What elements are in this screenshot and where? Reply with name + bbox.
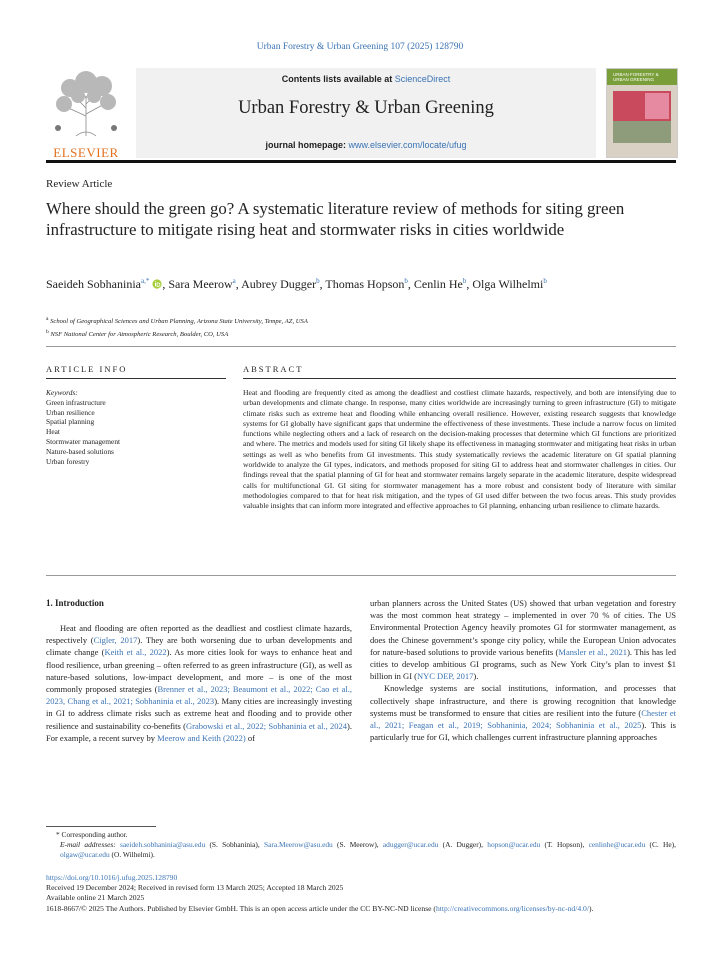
- keyword: Urban forestry: [46, 456, 90, 466]
- paragraph-text: urban planners across the United States (US) showed that urban vegetation and forestry was the most common heat strategy – implemented in over 70 % of cities. The US Environmental Protection Agency heavily promotes GI for stormwater management, as does the Chinese government’s sponge city policy, while the European Union advocates for nature-based solutions to provide various benefits (: [370, 598, 676, 657]
- keywords-label: Keywords:: [46, 388, 78, 397]
- email-link[interactable]: cenlinhe@ucar.edu: [588, 840, 646, 849]
- asterisk-mark: *: [56, 830, 62, 839]
- paragraph-text: ). For example, a recent survey by: [46, 720, 352, 743]
- footnotes: [46, 830, 676, 860]
- intro-right-column: [370, 597, 676, 743]
- keyword: Spatial planning: [46, 417, 95, 427]
- citation-link[interactable]: Chester et al., 2021; Feagan et al., 2019; Sobhaninia, 2024; Sobhaninia et al., 2025: [370, 707, 676, 731]
- citation-link[interactable]: Meerow and Keith (2022): [157, 732, 246, 743]
- license-end: ).: [588, 903, 594, 913]
- license-statement: [46, 904, 676, 914]
- author-name[interactable]: Saeideh Sobhaninia: [46, 277, 141, 291]
- paragraph-text: of: [245, 732, 255, 743]
- author-name[interactable]: Cenlin He: [413, 277, 463, 291]
- section-heading-introduction: 1. Introduction: [46, 598, 104, 608]
- header-rule: [46, 160, 676, 163]
- paragraph-text: ). As more cities look for ways to enhance heat and flood resilience, urban greening – often referred to as green infrastructure (GI), as well as nature-based solutions, low-impact development, and more – is one of the most commonly proposed strategies (: [46, 647, 353, 695]
- cover-title: URBAN FORESTRY & URBAN GREENING: [613, 72, 659, 82]
- author-affil-sup[interactable]: b: [462, 277, 467, 285]
- sciencedirect-link[interactable]: ScienceDirect: [394, 74, 451, 84]
- affiliation-line: [46, 314, 666, 327]
- citation-link[interactable]: NYC DEP, 2017: [416, 671, 474, 682]
- keyword: Green infrastructure: [46, 397, 106, 407]
- homepage-link[interactable]: www.elsevier.com/locate/ufug: [348, 140, 467, 150]
- available-online: Available online 21 March 2025: [46, 893, 145, 903]
- license-link[interactable]: http://creativecommons.org/licenses/by-nc-nd/4.0/: [435, 903, 589, 913]
- paragraph-text: ). This has led cities to develop ambitious GI programs, such as New York City’s plan to invest $1 billion in GI (: [370, 646, 676, 682]
- elsevier-logo[interactable]: [46, 68, 126, 158]
- affil-sup: b: [46, 329, 49, 336]
- article-info-heading: ARTICLE INFO: [46, 364, 128, 374]
- affil-sup: a: [46, 316, 49, 322]
- email-link[interactable]: olgaw@ucar.edu: [60, 850, 110, 859]
- email-line: [46, 840, 676, 860]
- contents-prefix: Contents lists available at: [281, 74, 395, 84]
- email-label: E-mail addresses:: [60, 840, 116, 849]
- elsevier-wordmark: ELSEVIER: [53, 145, 119, 160]
- journal-banner: [46, 68, 676, 158]
- doi-link[interactable]: https://doi.org/10.1016/j.ufug.2025.128790: [46, 873, 178, 882]
- journal-masthead: [136, 68, 596, 158]
- email-owner: (O. Wilhelmi).: [109, 850, 155, 859]
- email-link[interactable]: Sara.Meerow@asu.edu: [263, 840, 333, 849]
- keywords-block: [46, 388, 226, 466]
- author-affil-sup[interactable]: b: [316, 277, 320, 285]
- email-owner: (S. Sobhaninia),: [205, 840, 264, 849]
- journal-citation[interactable]: Urban Forestry & Urban Greening 107 (2025) 128790: [256, 42, 464, 52]
- abstract-end-rule: [46, 575, 676, 576]
- article-title: Where should the green go? A systematic literature review of methods for siting green infrastructure to mitigate rising heat and stormwater risks in cities worldwide: [46, 199, 625, 239]
- email-link[interactable]: adugger@ucar.edu: [382, 840, 439, 849]
- corresponding-note: [46, 830, 676, 840]
- paragraph-text: ).: [473, 671, 479, 682]
- elsevier-tree-icon: [46, 68, 126, 140]
- author-affil-sup[interactable]: a,*: [140, 277, 150, 285]
- paragraph-text: ). This is particularly true for GI, which challenges current infrastructure planning approaches: [370, 720, 676, 743]
- author-affil-sup[interactable]: b: [404, 277, 408, 285]
- intro-left-column: [46, 622, 352, 744]
- intro-paragraph-3: [370, 682, 676, 743]
- journal-title: Urban Forestry & Urban Greening: [238, 98, 494, 118]
- footnote-rule: [46, 826, 156, 827]
- paragraph-text: Knowledge systems are social institutions, information, and processes that collectively shape infrastructure, and there is growing recognition that knowledge systems must be transformed to ensure that cities are resilient into the future (: [370, 683, 676, 718]
- abstract-text: Heat and flooding are frequently cited as among the deadliest and costliest climate hazards, respectively, and both are intensifying due to urban developments and climate change. In response, many cities worldwide are increasingly turning to green infrastructure (GI) to mitigate climate risks such as extreme heat and flooding while enhancing overall resilience. However, existing research suggests that knowledge systems for GI globally have significant gaps that undermine the effectiveness of these investments. These include a narrow focus on limited functions while neglecting others and a lack of research on the decision-making processes that determine which GI functions are prioritized and where. The metrics and models used for siting GI likely shape its effectiveness in managing stormwater and mitigating heat risks in urban settings as well as who benefits from GI investments. This study systematically reviews the academic literature on GI spatial planning worldwide to analyze the GI types, indicators, and methods proposed for siting GI to address heat and stormwater challenges in cities. Our findings reveal that the spatial planning of GI for heat and stormwater remains largely separate in the academic literature, despite widespread calls for multifunctional GI. GI siting for stormwater management has a more robust and consistent body of literature with similar methodologies compared to that for heat risk mitigation, and the types of GI used differ between the two focus areas. This study provides valuable insights that can inform more integrated and effective approaches to GI planning, enhancing urban resilience to climate hazards.: [243, 388, 676, 511]
- citation-link[interactable]: Cigler, 2017: [93, 635, 138, 646]
- orcid-icon[interactable]: [152, 279, 162, 289]
- email-owner: (T. Hopson),: [540, 840, 589, 849]
- publication-info: [46, 873, 676, 914]
- article-type: Review Article: [46, 178, 113, 190]
- abstract-rule: [243, 378, 676, 379]
- email-link[interactable]: saeideh.sobhaninia@asu.edu: [119, 840, 206, 849]
- keyword: Urban resilience: [46, 407, 95, 417]
- paragraph-text: ). They are both worsening due to urban developments and climate change (: [46, 635, 352, 658]
- affiliation-line: [46, 327, 666, 340]
- author-name[interactable]: Olga Wilhelmi: [472, 277, 544, 291]
- paragraph-text: Heat and flooding are often reported as the deadliest and costliest climate hazards, respectively (: [46, 623, 352, 646]
- intro-paragraph-1: [46, 622, 352, 744]
- article-info-rule: [46, 378, 226, 379]
- intro-paragraph-2: [370, 597, 676, 682]
- keyword: Stormwater management: [46, 436, 121, 446]
- author-affil-sup[interactable]: b: [543, 277, 547, 285]
- citation-link[interactable]: Grabowski et al., 2022; Sobhaninia et al., 2024: [185, 720, 348, 731]
- homepage-prefix: journal homepage:: [265, 140, 349, 150]
- paragraph-text: ). Many cities are increasingly investing in GI to address climate risks such as extreme heat and flooding and to provide other resilience and sustainability co-benefits (: [46, 696, 353, 731]
- license-text: 1618-8667/© 2025 The Authors. Published by Elsevier GmbH. This is an open access article under the CC BY-NC-ND license (: [46, 903, 436, 913]
- email-link[interactable]: hopson@ucar.edu: [487, 840, 541, 849]
- email-owner: (C. He),: [645, 840, 676, 849]
- journal-cover-thumbnail[interactable]: [606, 68, 678, 158]
- author-name[interactable]: Sara Meerow: [168, 277, 233, 291]
- meta-divider: [46, 346, 676, 347]
- affil-text: NSF National Center for Atmospheric Research, Boulder, CO, USA: [50, 331, 229, 339]
- email-owner: (S. Meerow),: [332, 840, 383, 849]
- keyword: Nature-based solutions: [46, 446, 114, 456]
- abstract-heading: ABSTRACT: [243, 364, 304, 374]
- email-owner: (A. Dugger),: [438, 840, 488, 849]
- keyword: Heat: [46, 427, 60, 437]
- citation-link[interactable]: Keith et al., 2022: [104, 647, 167, 658]
- affil-text: School of Geographical Sciences and Urban Planning, Arizona State University, Tempe, AZ, USA: [50, 318, 308, 326]
- author-list: Saeideh Sobhaninia$^{a,*}$ , Sara Meerow$^a$, Aubrey Dugger$^b$, Thomas Hopson$^b$, Cenlin He$^b$, Olga Wilhelmi$^b$: [46, 277, 547, 291]
- homepage-line: [136, 140, 596, 150]
- author-name[interactable]: Thomas Hopson: [325, 277, 405, 291]
- corresponding-text: Corresponding author.: [61, 830, 128, 839]
- author-name[interactable]: Aubrey Dugger: [241, 277, 317, 291]
- received-dates: Received 19 December 2024; Received in revised form 13 March 2025; Accepted 18 March 2025: [46, 883, 344, 893]
- author-affil-sup[interactable]: a: [232, 277, 236, 285]
- contents-line: [136, 74, 596, 84]
- citation-link[interactable]: Mansler et al., 2021: [558, 646, 628, 657]
- citation-link[interactable]: Brenner et al., 2023; Beaumont et al., 2022; Cao et al., 2023, Chang et al., 2021; Sobhaninia et al., 2023: [46, 684, 352, 707]
- affiliations: [46, 314, 666, 340]
